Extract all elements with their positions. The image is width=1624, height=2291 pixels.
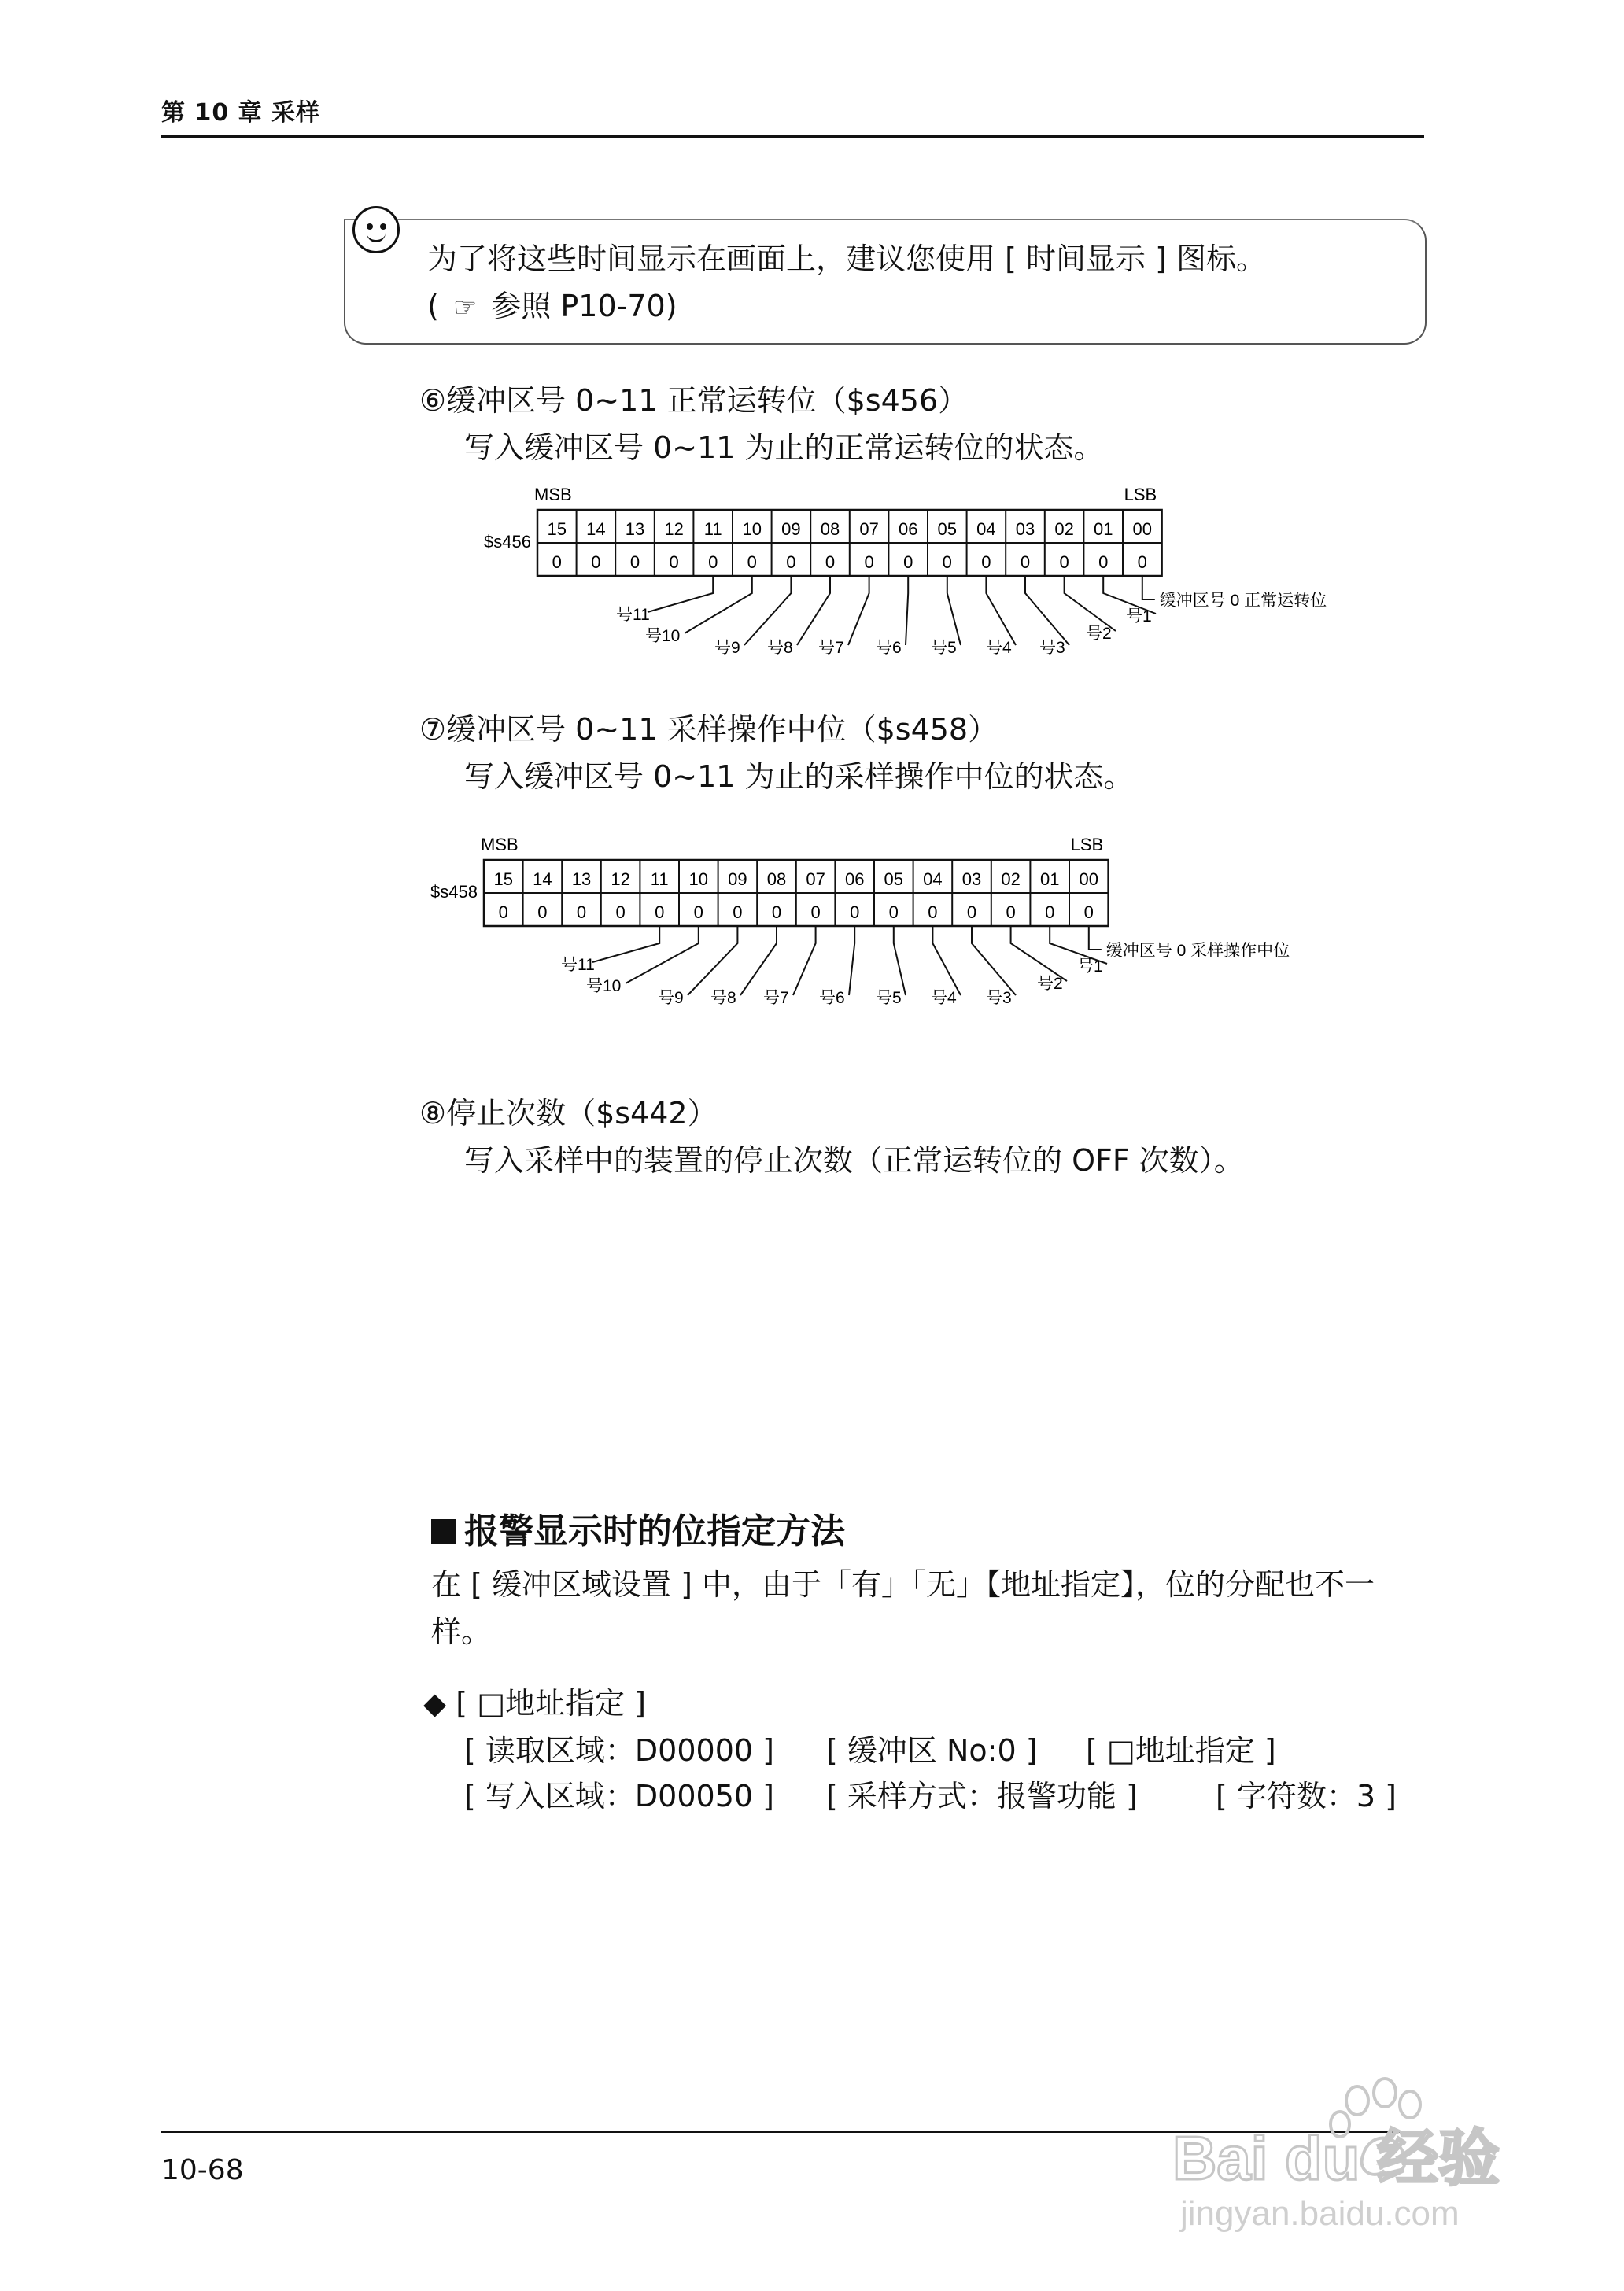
- item7-bit-value: 0: [1006, 902, 1016, 922]
- item6-bit-value: 0: [708, 552, 718, 572]
- item6-bit-value: 0: [629, 552, 640, 572]
- item6-bit-value: 0: [903, 552, 914, 572]
- item7-leader-line: [793, 926, 816, 995]
- spec-buffer-no: [ 缓冲区 No:0 ]: [826, 1733, 1038, 1768]
- item6-bit-label: 号8: [767, 639, 793, 657]
- baidu-watermark: [1157, 2061, 1511, 2250]
- item6-bit-number: 01: [1093, 519, 1113, 539]
- item6-lsb-label: LSB: [1124, 485, 1157, 504]
- item6-bit-value: 0: [1137, 552, 1147, 572]
- item6-bit-number: 12: [664, 519, 684, 539]
- item7-leader-line: [1089, 926, 1102, 950]
- item6-bit-value: 0: [1020, 552, 1031, 572]
- item6-bit-number: 00: [1132, 519, 1153, 539]
- note-text: 为了将这些时间显示在画面上，建议您使用 [ 时间显示 ] 图标。: [427, 242, 1266, 276]
- item7-bit-number: 14: [533, 869, 552, 889]
- item6-bit-label: 号5: [931, 639, 957, 657]
- item7-bit-number: 02: [1001, 869, 1021, 889]
- item7-bit-value: 0: [850, 902, 860, 922]
- spec-address-designation: [ □地址指定 ]: [1086, 1733, 1276, 1768]
- item7-bit-label: 号3: [986, 989, 1012, 1007]
- item7-bit-value: 0: [615, 902, 626, 922]
- item7-bit-value: 0: [655, 902, 665, 922]
- item6-bit-value: 0: [1059, 552, 1069, 572]
- reference-link[interactable]: 参照 P10-70): [491, 289, 677, 323]
- item7-bit-label: 号7: [763, 989, 789, 1007]
- item6-bit-label: 号2: [1086, 625, 1112, 643]
- item7-bit-number: 08: [766, 869, 787, 889]
- item7-bit-number: 10: [688, 869, 709, 889]
- item7-bit-number: 11: [650, 869, 669, 889]
- item7-bit0-label: 缓冲区号 0 采样操作中位: [1105, 942, 1290, 960]
- item7-bit-label: 号9: [658, 989, 684, 1007]
- item7-bit-value: 0: [733, 902, 743, 922]
- item6-bit-value: 0: [981, 552, 991, 572]
- item8-description: 写入采样中的装置的停止次数（正常运转位的 OFF 次数）。: [464, 1143, 1244, 1178]
- item6-bit-value: 0: [864, 552, 874, 572]
- watermark-brand: Bai du 经验: [1172, 2123, 1500, 2193]
- item6-bit-number: 07: [859, 519, 879, 539]
- item7-leader-line: [972, 926, 1016, 995]
- item7-leader-line: [592, 926, 659, 962]
- item7-register-label: $s458: [430, 882, 478, 902]
- spec-write-area: [ 写入区域：D00050 ]: [464, 1779, 774, 1813]
- item7-bit-number: 00: [1079, 869, 1099, 889]
- item7-bit-number: 09: [728, 869, 747, 889]
- item6-bit-label: 号4: [986, 639, 1012, 657]
- item7-bit-number: 07: [806, 869, 825, 889]
- item7-bit-label: 号10: [586, 977, 622, 995]
- item7-bit-number: 12: [611, 869, 630, 889]
- square-bullet-icon: [431, 1519, 456, 1544]
- item6-bit-value: 0: [747, 552, 757, 572]
- item6-bit-number: 13: [625, 519, 645, 539]
- item6-bit-number: 15: [547, 519, 567, 539]
- item6-bit-number: 11: [703, 519, 722, 539]
- item6-bit-label: 号7: [818, 639, 844, 657]
- spec-sampling-mode: [ 采样方式：报警功能 ]: [826, 1779, 1138, 1813]
- item7-bit-number: 04: [923, 869, 943, 889]
- item6-bit-value: 0: [669, 552, 679, 572]
- item7-title: ⑦缓冲区号 0~11 采样操作中位（$s458）: [419, 712, 998, 747]
- item6-bit-label: 号6: [876, 639, 902, 657]
- item6-bit-number: 06: [898, 519, 918, 539]
- item7-bit-label: 号6: [819, 989, 845, 1007]
- section-title: 报警显示时的位指定方法: [431, 1503, 845, 1553]
- spec-heading: ◆ [ □地址指定 ]: [423, 1686, 647, 1721]
- item7-leader-line: [626, 926, 699, 983]
- item6-bit-number: 14: [586, 519, 606, 539]
- item7-description: 写入缓冲区号 0~11 为止的采样操作中位的状态。: [464, 759, 1134, 794]
- item7-bit-diagram: [0, 0, 1624, 1101]
- watermark-url: jingyan.baidu.com: [1180, 2194, 1460, 2233]
- item7-lsb-label: LSB: [1070, 835, 1104, 854]
- item7-bit-value: 0: [810, 902, 821, 922]
- pointing-hand-icon: ☞: [452, 292, 478, 323]
- item6-register-label: $s456: [484, 532, 531, 552]
- item7-leader-line: [740, 926, 777, 995]
- item6-bit-label: 号1: [1126, 607, 1152, 625]
- item6-bit-value: 0: [552, 552, 562, 572]
- spec-read-area: [ 读取区域：D00000 ]: [464, 1733, 774, 1768]
- item6-bit0-label: 缓冲区号 0 正常运转位: [1159, 592, 1327, 610]
- item6-bit-label: 号10: [645, 627, 681, 645]
- item6-bit-number: 02: [1054, 519, 1074, 539]
- spec-char-count: [ 字符数：3 ]: [1216, 1779, 1397, 1813]
- item6-bit-value: 0: [1098, 552, 1109, 572]
- item7-bit-number: 06: [844, 869, 865, 889]
- item8-title: ⑧停止次数（$s442）: [419, 1096, 718, 1131]
- item7-bit-number: 01: [1039, 869, 1060, 889]
- item7-bit-value: 0: [966, 902, 977, 922]
- section-paragraph: 在 [ 缓冲区域设置 ] 中，由于「有」「无」【地址指定】，位的分配也不一样。: [431, 1567, 1375, 1649]
- item7-bit-value: 0: [928, 902, 938, 922]
- item7-msb-label: MSB: [481, 835, 519, 854]
- item7-leader-line: [849, 926, 854, 995]
- item7-bit-number: 13: [571, 869, 592, 889]
- item7-bit-value: 0: [771, 902, 782, 922]
- item6-bit-number: 05: [937, 519, 958, 539]
- item6-bit-number: 10: [742, 519, 762, 539]
- item6-bit-number: 08: [820, 519, 840, 539]
- item6-bit-value: 0: [786, 552, 796, 572]
- item7-leader-line: [932, 926, 961, 995]
- item6-bit-label: 号9: [714, 639, 740, 657]
- item7-leader-line: [1011, 926, 1067, 981]
- item7-leader-line: [688, 926, 737, 995]
- item7-bit-number: 05: [884, 869, 904, 889]
- chapter-header: 第 10 章 采样: [161, 99, 321, 127]
- item7-bit-label: 号2: [1037, 975, 1063, 993]
- item7-bit-value: 0: [1045, 902, 1055, 922]
- item7-bit-label: 号4: [931, 989, 957, 1007]
- page-number: 10-68: [161, 2154, 244, 2186]
- item7-bit-label: 号8: [710, 989, 736, 1007]
- item6-bit-number: 09: [781, 519, 801, 539]
- item7-bit-value: 0: [498, 902, 508, 922]
- item6-description: 写入缓冲区号 0~11 为止的正常运转位的状态。: [464, 430, 1104, 465]
- item7-bit-label: 号5: [876, 989, 902, 1007]
- item7-bit-value: 0: [537, 902, 548, 922]
- item7-bit-value: 0: [1083, 902, 1094, 922]
- item7-bit-label: 号11: [561, 956, 595, 974]
- item7-bit-number: 15: [493, 869, 514, 889]
- item7-bit-value: 0: [693, 902, 703, 922]
- item6-bit-value: 0: [591, 552, 601, 572]
- item6-bit-value: 0: [825, 552, 836, 572]
- note-reference: ( ☞ 参照 P10-70): [427, 289, 677, 323]
- item7-bit-number: 03: [961, 869, 982, 889]
- item6-bit-number: 04: [976, 519, 996, 539]
- item7-leader-line: [894, 926, 906, 995]
- item6-bit-label: 号11: [616, 606, 650, 624]
- item6-bit-label: 号3: [1039, 639, 1065, 657]
- item7-bit-value: 0: [888, 902, 899, 922]
- item6-bit-value: 0: [942, 552, 952, 572]
- item7-bit-value: 0: [576, 902, 587, 922]
- item6-title: ⑥缓冲区号 0~11 正常运转位（$s456）: [419, 383, 969, 418]
- item6-msb-label: MSB: [534, 485, 572, 504]
- item6-bit-number: 03: [1015, 519, 1035, 539]
- item7-bit-label: 号1: [1077, 957, 1103, 976]
